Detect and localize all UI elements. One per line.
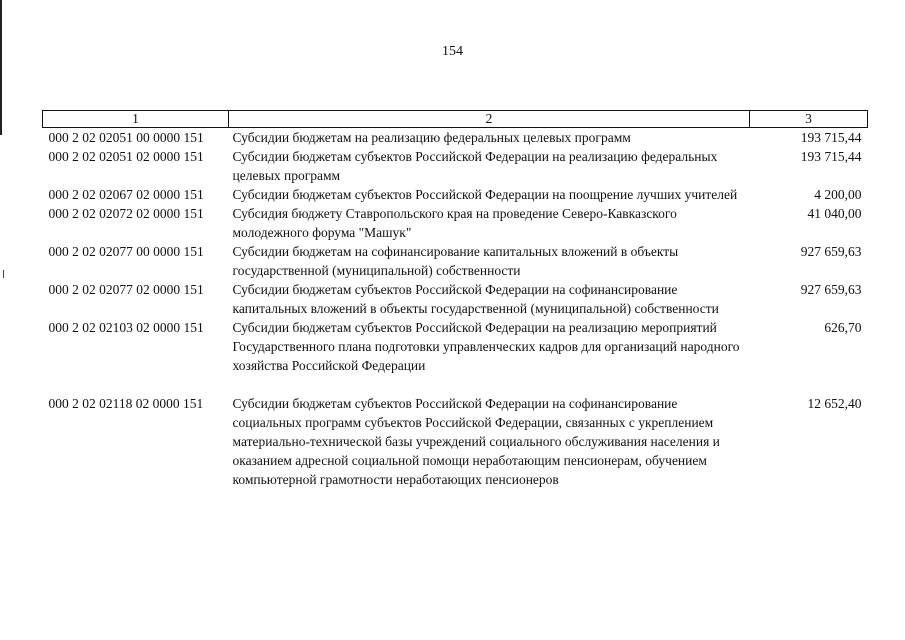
row-code: 000 2 02 02077 00 0000 151 — [48, 244, 204, 259]
row-code: 000 2 02 02072 02 0000 151 — [48, 206, 204, 221]
table-row — [43, 204, 868, 242]
table-row — [43, 185, 868, 204]
table-row — [43, 280, 868, 318]
row-name: Субсидии бюджетам субъектов Российской Федерации на софинансирование капитальных вложений в объекты государственной (муниципальной) собственности — [232, 282, 719, 316]
row-sum: 927 659,63 — [800, 244, 862, 259]
table-row — [43, 394, 868, 489]
row-code: 000 2 02 02118 02 0000 151 — [48, 396, 204, 411]
row-name: Субсидии бюджетам субъектов Российской Федерации на реализацию федеральных целевых программ — [232, 149, 718, 183]
row-name: Субсидии бюджетам на реализацию федеральных целевых программ — [232, 130, 631, 145]
table-header-row — [43, 111, 868, 128]
table-row — [43, 128, 868, 148]
row-sum: 12 652,40 — [807, 396, 862, 411]
row-sum: 41 040,00 — [807, 206, 862, 221]
row-code: 000 2 02 02103 02 0000 151 — [48, 320, 204, 335]
table-row — [43, 318, 868, 394]
row-name: Субсидии бюджетам субъектов Российской Федерации на софинансирование социальных программ субъектов Российской Федерации, связанных с укреплением материально-технической базы учреждений социального обслуживания населения и оказанием адресной социальной помощи неработающим пенсионерам, обучением компьютерной грамотности неработающих пенсионеров — [232, 396, 720, 487]
row-sum: 626,70 — [824, 320, 862, 335]
row-code: 000 2 02 02051 00 0000 151 — [48, 130, 204, 145]
row-sum: 4 200,00 — [814, 187, 862, 202]
budget-table — [42, 110, 868, 489]
column-header-name: 2 — [229, 111, 750, 128]
row-name: Субсидии бюджетам субъектов Российской Федерации на реализацию мероприятий Государственного плана подготовки управленческих кадров для организаций народного хозяйства Российской Федерации — [232, 320, 740, 373]
page-edge-mark — [3, 270, 4, 278]
table-row — [43, 147, 868, 185]
row-sum: 193 715,44 — [800, 149, 862, 164]
table-row — [43, 242, 868, 280]
column-header-code: 1 — [43, 111, 229, 128]
page-edge-line — [0, 0, 2, 135]
row-sum: 193 715,44 — [800, 130, 862, 145]
row-name: Субсидия бюджету Ставропольского края на проведение Северо-Кавказского молодежного форума "Машук" — [232, 206, 677, 240]
row-name: Субсидии бюджетам субъектов Российской Федерации на поощрение лучших учителей — [232, 187, 738, 202]
row-code: 000 2 02 02067 02 0000 151 — [48, 187, 204, 202]
row-code: 000 2 02 02077 02 0000 151 — [48, 282, 204, 297]
column-header-sum: 3 — [750, 111, 868, 128]
row-sum: 927 659,63 — [800, 282, 862, 297]
page-number: 154 — [442, 44, 463, 59]
row-name: Субсидии бюджетам на софинансирование капитальных вложений в объекты государственной (муниципальной) собственности — [232, 244, 679, 278]
row-code: 000 2 02 02051 02 0000 151 — [48, 149, 204, 164]
